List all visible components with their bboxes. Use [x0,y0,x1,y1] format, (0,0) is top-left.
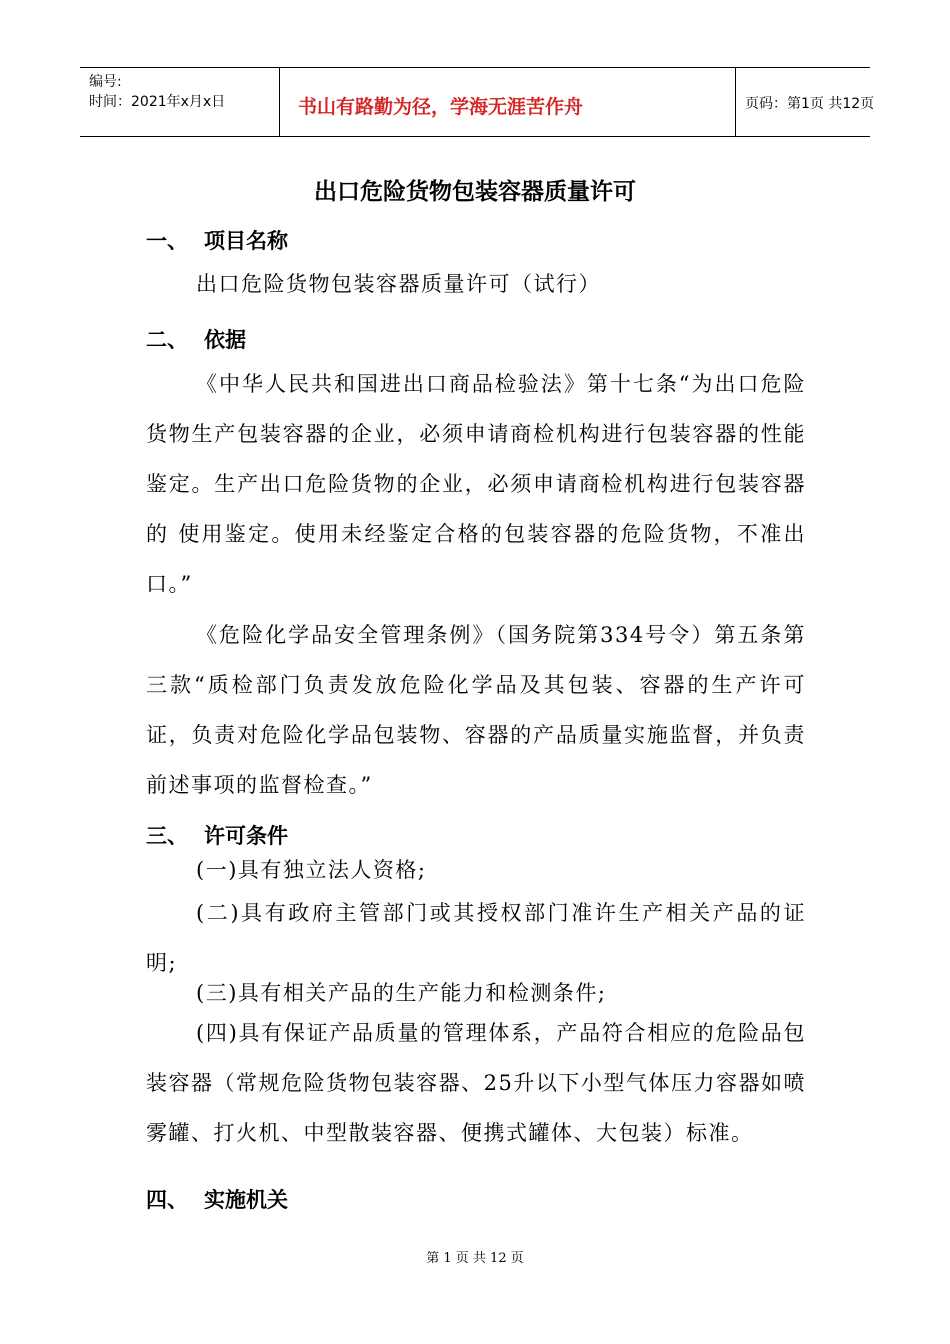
condition-item-2: (二)具有政府主管部门或其授权部门准许生产相关产品的证明; [146,901,806,975]
section-number: 二、 [146,327,188,352]
paragraph-basis-law: 《中华人民共和国进出口商品检验法》第十七条“为出口危险货物生产包装容器的企业，必须申请商检机构进行包装容器的性能鉴定。生产出口危险货物的企业，必须申请商检机构进行包装容器的 使用鉴定。使用未经鉴定合格的包装容器的危险货物，不准出口。” [146,372,806,596]
header-table [80,67,875,137]
condition-item-4: (四)具有保证产品质量的管理体系，产品符合相应的危险品包装容器（常规危险货物包装容器、25升以下小型气体压力容器如喷雾罐、打火机、中型散装容器、便携式罐体、大包装）标准。 [146,1021,806,1145]
section-title: 许可条件 [204,823,288,848]
header-left-cell [80,68,280,136]
section-number: 一、 [146,228,188,253]
header-page-info: 页码：第1页 共12页 [745,96,875,112]
document-time-label: 时间：2021年x月x日 [89,94,226,110]
header-motto: 书山有路勤为径，学海无涯苦作舟 [298,96,584,118]
section-number: 三、 [146,823,188,848]
section-title: 项目名称 [204,228,288,253]
section-heading-4 [146,1184,288,1214]
section-title: 依据 [204,327,246,352]
section-number: 四、 [146,1187,188,1212]
paragraph-project-name: 出口危险货物包装容器质量许可（试行） [196,272,601,296]
document-number-label: 编号: [89,74,122,90]
header-page-cell [736,68,875,136]
section-title: 实施机关 [204,1187,288,1212]
document-title: 出口危险货物包装容器质量许可 [314,178,636,205]
header-motto-cell [280,68,736,136]
section-heading-2 [146,324,246,354]
condition-item-3: (三)具有相关产品的生产能力和检测条件; [196,981,607,1005]
page-footer: 第 1 页 共 12 页 [426,1251,524,1266]
condition-item-1: (一)具有独立法人资格; [196,858,427,882]
paragraph-basis-regulation: 《危险化学品安全管理条例》（国务院第334号令）第五条第三款“质检部门负责发放危险化学品及其包装、容器的生产许可证，负责对危险化学品包装物、容器的产品质量实施监督，并负责前述事项的监督检查。” [146,623,806,797]
section-heading-1 [146,225,288,255]
